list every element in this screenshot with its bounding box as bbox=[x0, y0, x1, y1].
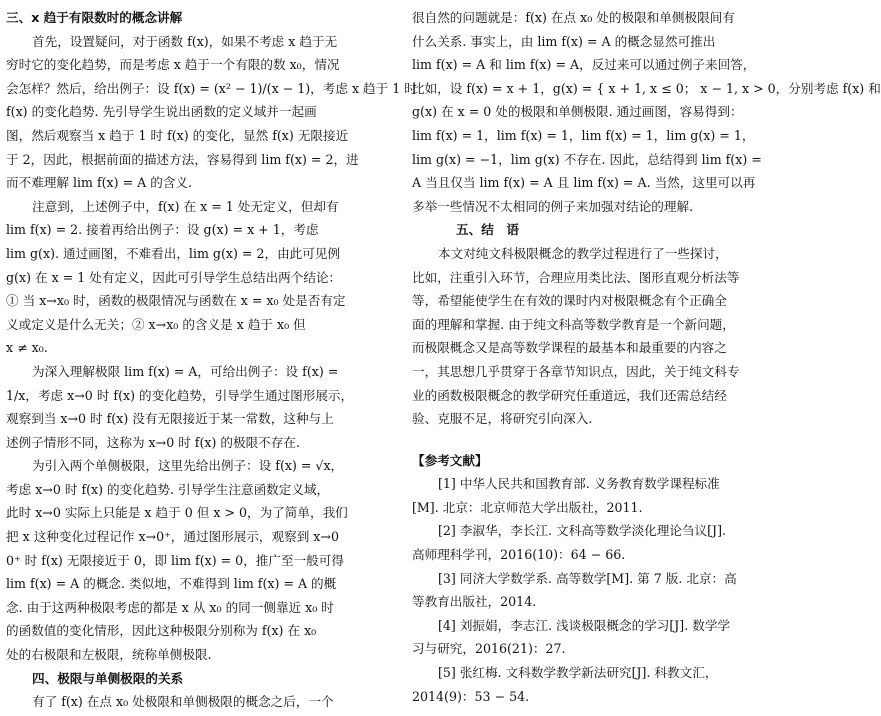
paragraph-line: A 当且仅当 lim f(x) = A 且 lim f(x) = A. 当然，这里可以再 bbox=[412, 175, 756, 191]
paragraph-line: lim f(x) = 2. 接着再给出例子：设 g(x) = x + 1，考虑 bbox=[6, 222, 319, 238]
paragraph-line: 有了 f(x) 在点 x₀ 处极限和单侧极限的概念之后，一个 bbox=[32, 694, 334, 710]
paragraph-line: lim f(x) = 1，lim f(x) = 1，lim f(x) = 1，lim g(x) = 1， bbox=[412, 127, 755, 143]
paragraph-line: 面的理解和掌握. 由于纯文科高等数学教育是一个新问题， bbox=[412, 316, 735, 332]
reference-entry: 习与研究，2016(21)：27. bbox=[412, 641, 566, 657]
paragraph-line: x ≠ x₀. bbox=[6, 340, 48, 356]
paragraph-line: 多举一些情况不太相同的例子来加强对结论的理解. bbox=[412, 198, 694, 214]
paragraph-line: 穷时它的变化趋势，而是考虑 x 趋于一个有限的数 x₀，情况 bbox=[6, 57, 340, 73]
reference-entry: 高师理科学刊，2016(10)：64 − 66. bbox=[412, 547, 626, 563]
section-spacer bbox=[412, 431, 796, 443]
paragraph-line: 处的右极限和左极限，统称单侧极限. bbox=[6, 647, 212, 663]
paragraph-line: lim g(x) = −1，lim g(x) 不存在. 因此，总结得到 lim f(x) = bbox=[412, 151, 762, 167]
paragraph-line: 等，希望能使学生在有效的课时内对极限概念有个正确全 bbox=[412, 293, 727, 309]
paragraph-line: 此时 x→0 实际上只能是 x 趋于 0 但 x > 0，为了简单，我们 bbox=[6, 505, 348, 521]
paragraph-line: 一，其思想几乎贯穿于各章节知识点，因此，关于纯文科专 bbox=[412, 363, 740, 379]
paragraph-line: 注意到，上述例子中，f(x) 在 x = 1 处无定义，但却有 bbox=[32, 198, 339, 214]
paragraph-line: 验、克服不足，将研究引向深入. bbox=[412, 411, 593, 427]
paragraph-line: 1/x，考虑 x→0 时 f(x) 的变化趋势，引导学生通过图形展示， bbox=[6, 387, 354, 403]
paragraph-line: lim g(x). 通过画图，不难看出，lim g(x) = 2，由此可见例 bbox=[6, 245, 341, 261]
reference-entry: 等教育出版社，2014. bbox=[412, 594, 537, 610]
paragraph-line: 为深入理解极限 lim f(x) = A，可给出例子：设 f(x) = bbox=[32, 363, 339, 379]
reference-entry: [5] 张红梅. 文科数学教学新法研究[J]. 科教文汇， bbox=[438, 665, 718, 681]
paragraph-line: 会怎样？然后，给出例子：设 f(x) = (x² − 1)/(x − 1)，考虑 x 趋于 1 时 bbox=[6, 80, 417, 96]
paragraph-line: 观察到当 x→0 时 f(x) 没有无限接近于某一常数，这种与上 bbox=[6, 411, 334, 427]
paragraph-line: 0⁺ 时 f(x) 无限接近于 0，即 lim f(x) = 0，推广至一般可得 bbox=[6, 552, 344, 568]
paragraph-line: 考虑 x→0 时 f(x) 的变化趋势. 引导学生注意函数定义域， bbox=[6, 481, 330, 497]
section-heading-5: 五、结 语 bbox=[456, 222, 519, 238]
paragraph-line: 比如，注重引入环节，合理应用类比法、图形直观分析法等 bbox=[412, 269, 740, 285]
paragraph-line: 业的函数极限概念的教学研究任重道远，我们还需总结经 bbox=[412, 387, 727, 403]
paragraph-line: lim f(x) = A 的概念. 类似地，不难得到 lim f(x) = A 的概 bbox=[6, 576, 337, 592]
paragraph-line: 于 2，因此，根据前面的描述方法，容易得到 lim f(x) = 2，进 bbox=[6, 151, 359, 167]
paragraph-line: 述例子情形不同，这称为 x→0 时 f(x) 的极限不存在. bbox=[6, 434, 300, 450]
right-column bbox=[412, 6, 881, 708]
paragraph-line: 为引入两个单侧极限，这里先给出例子：设 f(x) = √x， bbox=[32, 458, 344, 474]
paragraph-line: 什么关系. 事实上，由 lim f(x) = A 的概念显然可推出 bbox=[412, 33, 716, 49]
paragraph-line: 而不难理解 lim f(x) = A 的含义. bbox=[6, 175, 193, 191]
paragraph-line: g(x) 在 x = 1 处有定义，因此可引导学生总结出两个结论： bbox=[6, 269, 342, 285]
paragraph-line: ① 当 x→x₀ 时，函数的极限情况与函数在 x = x₀ 处是否有定 bbox=[6, 293, 346, 309]
reference-entry: [4] 刘振娟，李志江. 浅谈极限概念的学习[J]. 数学学 bbox=[438, 617, 731, 633]
reference-entry: 2014(9)：53 − 54. bbox=[412, 688, 530, 704]
paragraph-line: lim f(x) = A 和 lim f(x) = A，反过来可以通过例子来回答， bbox=[412, 57, 756, 73]
reference-entry: [3] 同济大学数学系. 高等数学[M]. 第 7 版. 北京：高 bbox=[438, 570, 737, 586]
paragraph-line: 义或定义是什么无关；② x→x₀ 的含义是 x 趋于 x₀ 但 bbox=[6, 316, 306, 332]
section-heading-4: 四、极限与单侧极限的关系 bbox=[32, 670, 184, 686]
paragraph-line: 念. 由于这两种极限考虑的都是 x 从 x₀ 的同一侧靠近 x₀ 时 bbox=[6, 599, 334, 615]
reference-entry: [M]. 北京：北京师范大学出版社，2011. bbox=[412, 499, 643, 515]
section-heading-3: 三、x 趋于有限数时的概念讲解 bbox=[6, 10, 183, 25]
references-title: 【参考文献】 bbox=[412, 452, 488, 468]
paragraph-line: 把 x 这种变化过程记作 x→0⁺，通过图形展示，观察到 x→0 bbox=[6, 529, 339, 545]
paragraph-line: 首先，设置疑问，对于函数 f(x)，如果不考虑 x 趋于无 bbox=[32, 33, 338, 49]
paragraph-line: 的函数值的变化情形，因此这种极限分别称为 f(x) 在 x₀ bbox=[6, 623, 317, 639]
paragraph-line: 图，然后观察当 x 趋于 1 时 f(x) 的变化，显然 f(x) 无限接近 bbox=[6, 127, 349, 143]
paragraph-line: 而极限概念又是高等数学课程的最基本和最重要的内容之 bbox=[412, 340, 727, 356]
paragraph-line: 比如，设 f(x) = x + 1，g(x) = { x + 1, x ≤ 0； x − 1, x > 0，分别考虑 f(x) 和 bbox=[412, 80, 881, 96]
left-column bbox=[6, 6, 417, 714]
paragraph-line: 很自然的问题就是：f(x) 在点 x₀ 处的极限和单侧极限间有 bbox=[412, 10, 735, 25]
paragraph-line: g(x) 在 x = 0 处的极限和单侧极限. 通过画图，容易得到： bbox=[412, 104, 743, 120]
reference-entry: [2] 李淑华，李长江. 文科高等数学淡化理论刍议[J]. bbox=[438, 523, 727, 539]
paragraph-line: f(x) 的变化趋势. 先引导学生说出函数的定义域并一起画 bbox=[6, 104, 317, 120]
paragraph-line: 本文对纯文科极限概念的教学过程进行了一些探讨， bbox=[438, 245, 728, 261]
reference-entry: [1] 中华人民共和国教育部. 义务教育数学课程标准 bbox=[438, 476, 720, 492]
